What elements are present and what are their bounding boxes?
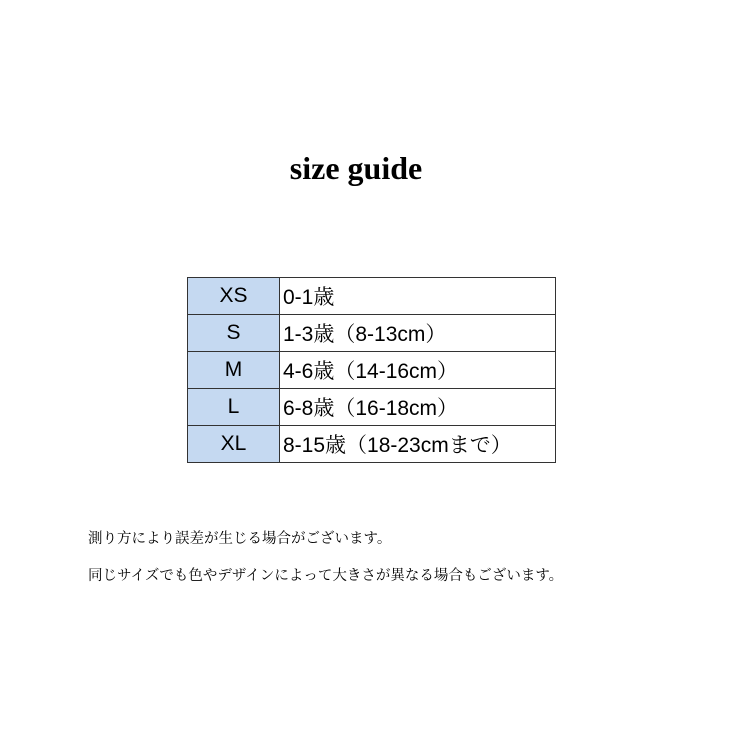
table-row xyxy=(188,426,556,463)
table-row xyxy=(188,315,556,352)
size-description: 1-3歳（8-13cm） xyxy=(280,315,556,352)
size-description: 0-1歳 xyxy=(280,278,556,315)
size-label: S xyxy=(188,315,280,352)
size-description: 4-6歳（14-16cm） xyxy=(280,352,556,389)
size-label: M xyxy=(188,352,280,389)
size-label: L xyxy=(188,389,280,426)
table-row xyxy=(188,278,556,315)
size-label: XL xyxy=(188,426,280,463)
page-title: size guide xyxy=(289,150,423,186)
size-table xyxy=(187,277,556,463)
size-description: 6-8歳（16-18cm） xyxy=(280,389,556,426)
size-description: 8-15歳（18-23cmまで） xyxy=(280,426,556,463)
note-measurement: 測り方により誤差が生じる場合がございます。 xyxy=(88,531,392,547)
table-row xyxy=(188,389,556,426)
table-row xyxy=(188,352,556,389)
note-design-variation: 同じサイズでも色やデザインによって大きさが異なる場合もございます。 xyxy=(88,568,564,584)
size-label: XS xyxy=(188,278,280,315)
